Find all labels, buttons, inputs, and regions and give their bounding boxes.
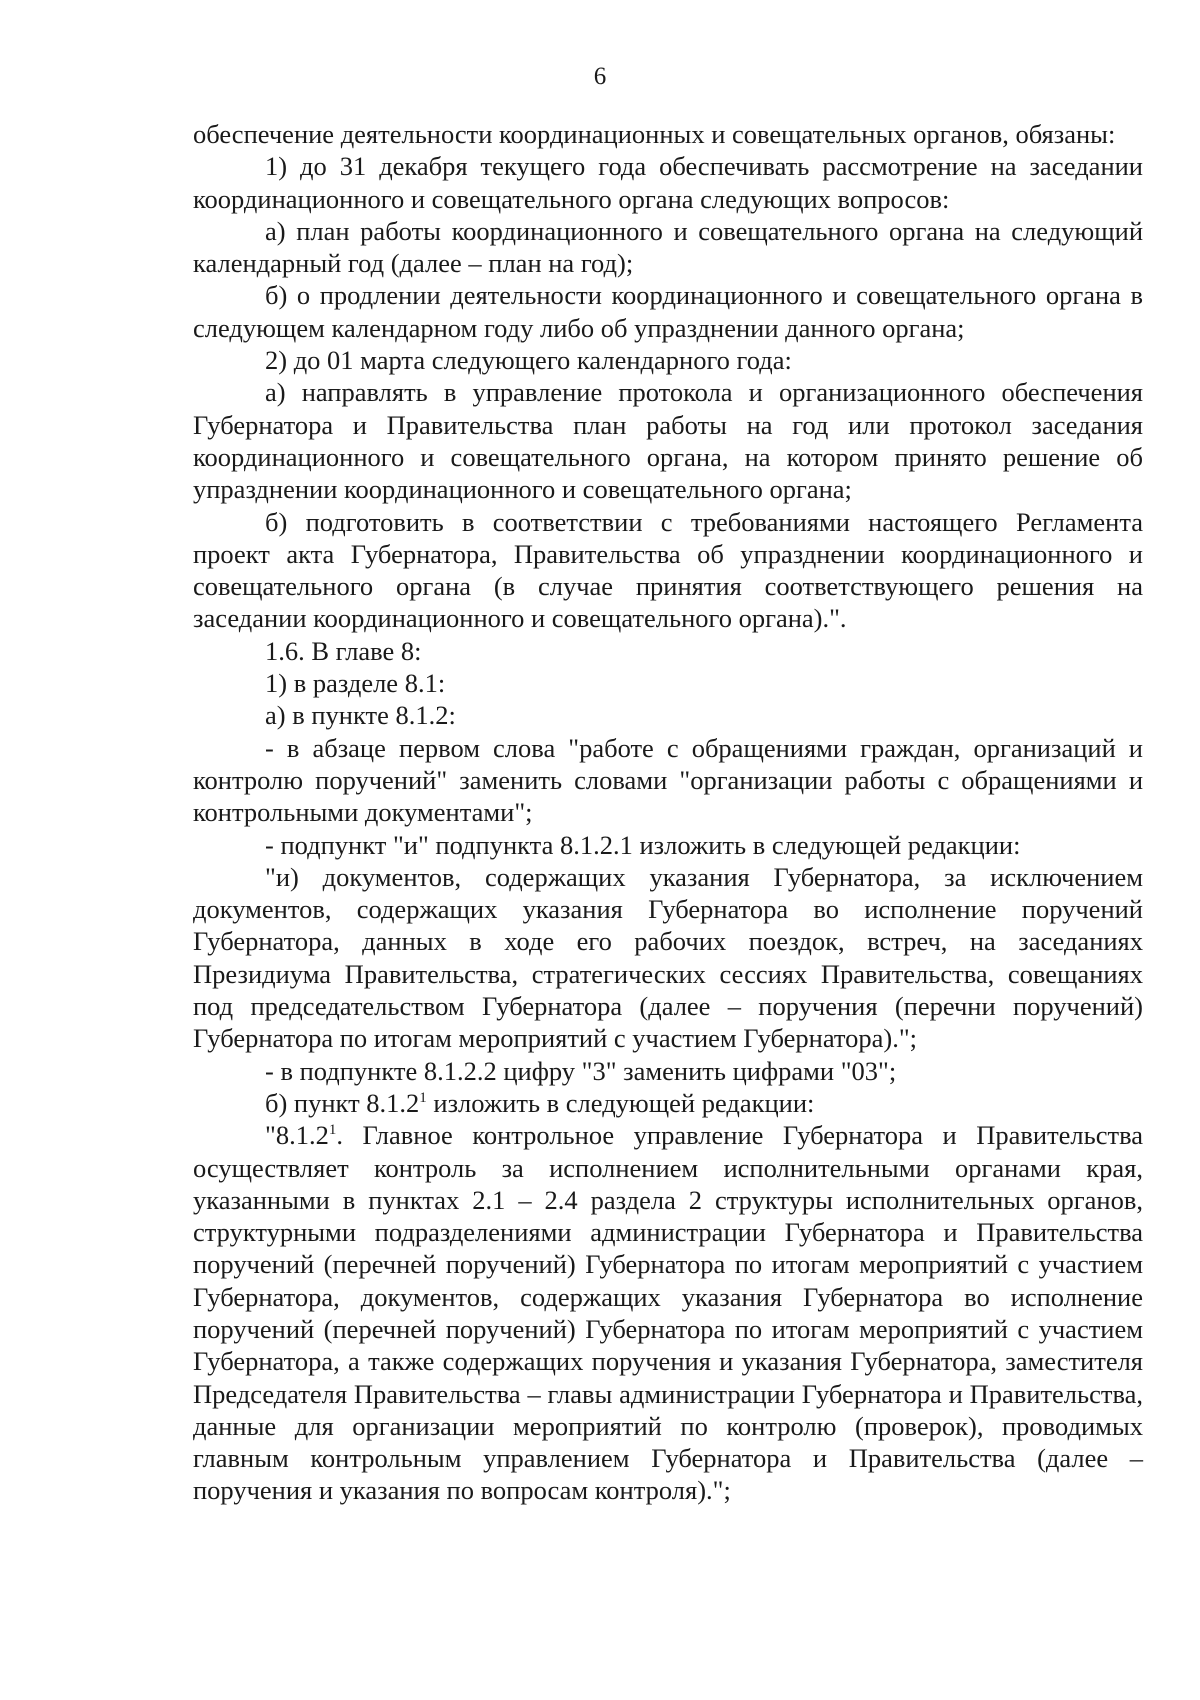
paragraph-text: изложить в следующей редакции: <box>426 1087 815 1118</box>
paragraph-text: . Главное контрольное управление Губернатора и Правительства осуществляет контроль за исполнением исполнительными органами края, указанными в пунктах 2.1 – 2.4 раздела 2 структуры исполнительных органов, структурными подразделениями администрации Губернатора и Правительства поручений (перечней поручений) Губернатора по итогам мероприятий с участием Губернатора, документов, содержащих указания Губернатора во исполнение поручений (перечней поручений) Губернатора по итогам мероприятий с участием Губернатора, а также содержащих поручения и указания Губернатора, заместителя Председателя Правительства – главы администрации Губернатора и Правительства, данные для организации мероприятий по контролю (проверок), проводимых главным контрольным управлением Губернатора и Правительства (далее – поручения и указания по вопросам контроля)."; <box>193 1120 1143 1506</box>
paragraph-text: б) пункт 8.1.2 <box>265 1087 420 1118</box>
paragraph <box>193 1119 1143 1507</box>
paragraph: - подпункт "и" подпункта 8.1.2.1 изложить в следующей редакции: <box>265 829 1021 860</box>
page-number: 6 <box>593 63 607 90</box>
paragraph: 1.6. В главе 8: <box>265 635 422 666</box>
paragraph: б) подготовить в соответствии с требованиями настоящего Регламента проект акта Губернатора, Правительства об упразднении координационного и совещательного органа (в случае принятия соответствующего решения на заседании координационного и совещательного органа).". <box>193 506 1143 634</box>
paragraph: 1) до 31 декабря текущего года обеспечивать рассмотрение на заседании координационного и совещательного органа следующих вопросов: <box>193 151 1143 214</box>
document-body <box>193 118 1143 1507</box>
paragraph: а) направлять в управление протокола и организационного обеспечения Губернатора и Правительства план работы на год или протокол заседания координационного и совещательного органа, на котором принято решение об упразднении координационного и совещательного органа; <box>193 377 1143 505</box>
paragraph: 2) до 01 марта следующего календарного года: <box>265 345 792 376</box>
paragraph: а) в пункте 8.1.2: <box>265 700 456 731</box>
paragraph: а) план работы координационного и совещательного органа на следующий календарный год (далее – план на год); <box>193 215 1143 279</box>
paragraph: "и) документов, содержащих указания Губернатора, за исключением документов, содержащих указания Губернатора во исполнение поручений Губернатора, данных в ходе его рабочих поездок, встреч, на заседаниях Президиума Правительства, стратегических сессиях Правительства, совещаниях под председательством Губернатора (далее – поручения (перечни поручений) Губернатора по итогам мероприятий с участием Губернатора)."; <box>193 861 1143 1054</box>
paragraph: б) о продлении деятельности координационного и совещательного органа в следующем календарном году либо об упразднении данного органа; <box>193 280 1143 343</box>
paragraph: - в абзаце первом слова "работе с обращениями граждан, организаций и контролю поручений" заменить словами "организации работы с обращениями и контрольными документами"; <box>193 732 1143 828</box>
paragraph: обеспечение деятельности координационных и совещательных органов, обязаны: <box>193 119 1116 149</box>
paragraph: - в подпункте 8.1.2.2 цифру "3" заменить цифрами "03"; <box>265 1055 897 1086</box>
paragraph: 1) в разделе 8.1: <box>265 668 446 699</box>
paragraph <box>193 1087 1143 1119</box>
superscript: 1 <box>419 1090 427 1107</box>
superscript: 1 <box>328 1122 337 1139</box>
paragraph-text: "8.1.2 <box>265 1120 329 1151</box>
